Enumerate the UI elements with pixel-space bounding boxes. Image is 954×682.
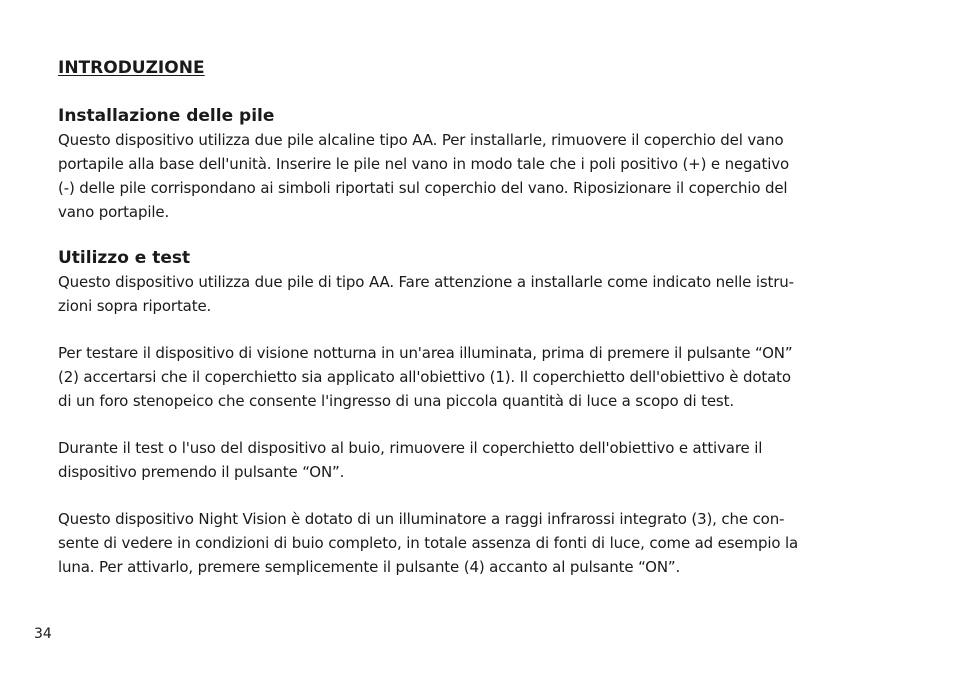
page-number: 34 <box>34 626 52 642</box>
paragraph-infrared-illuminator <box>58 507 894 579</box>
text-line: zioni sopra riportate. <box>58 297 212 315</box>
text-line: (-) delle pile corrispondano ai simboli riportati sul coperchio del vano. Riposizionare il coperchio del <box>58 179 788 197</box>
text-line: dispositivo premendo il pulsante “ON”. <box>58 463 345 481</box>
text-line: vano portapile. <box>58 203 170 221</box>
subheading-use-and-test: Utilizzo e test <box>58 248 191 268</box>
text-line: di un foro stenopeico che consente l'ingresso di una piccola quantità di luce a scopo di test. <box>58 392 734 410</box>
text-line: sente di vedere in condizioni di buio completo, in totale assenza di fonti di luce, come ad esempio la <box>58 534 799 552</box>
paragraph-battery-type <box>58 270 894 318</box>
text-line: Per testare il dispositivo di visione notturna in un'area illuminata, prima di premere il pulsante “ON” <box>58 344 793 362</box>
text-line: Questo dispositivo Night Vision è dotato di un illuminatore a raggi infrarossi integrato (3), che con- <box>58 510 785 528</box>
text-line: portapile alla base dell'unità. Inserire le pile nel vano in modo tale che i poli positivo (+) e negativo <box>58 155 789 173</box>
paragraph-battery-installation <box>58 128 894 224</box>
text-line: Questo dispositivo utilizza due pile di tipo AA. Fare attenzione a installarle come indicato nelle istru- <box>58 273 794 291</box>
section-heading-introduzione: INTRODUZIONE <box>58 58 205 78</box>
text-line: Durante il test o l'uso del dispositivo al buio, rimuovere il coperchietto dell'obiettivo e attivare il <box>58 439 763 457</box>
text-line: Questo dispositivo utilizza due pile alcaline tipo AA. Per installarle, rimuovere il coperchio del vano <box>58 131 784 149</box>
paragraph-dark-use <box>58 436 894 484</box>
subheading-battery-installation: Installazione delle pile <box>58 106 275 126</box>
document-page <box>58 56 894 579</box>
paragraph-test-procedure <box>58 341 894 413</box>
text-line: (2) accertarsi che il coperchietto sia applicato all'obiettivo (1). Il coperchietto dell'obiettivo è dotato <box>58 368 791 386</box>
text-line: luna. Per attivarlo, premere semplicemente il pulsante (4) accanto al pulsante “ON”. <box>58 558 681 576</box>
